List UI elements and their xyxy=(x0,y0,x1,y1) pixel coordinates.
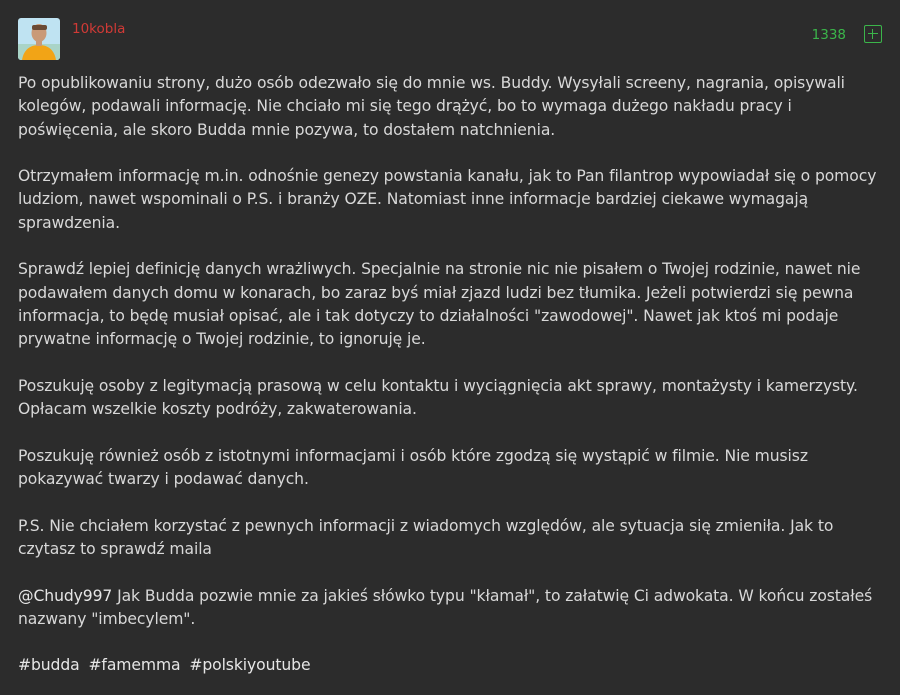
entry-paragraph: Otrzymałem informację m.in. odnośnie genezy powstania kanału, jak to Pan filantrop wypowiadał się o pomocy ludziom, nawet wspominali o P.S. i branży OZE. Natomiast inne informacje bardziej ciekawe wymagają sprawdzenia. xyxy=(18,167,877,232)
entry-paragraph: Po opublikowaniu strony, dużo osób odezwało się do mnie ws. Buddy. Wysyłali screeny, nagrania, opisywali kolegów, podawali informację. Nie chciało mi się tego drążyć, bo to wymaga dużego nakładu pracy i poświęcenia, ale skoro Budda mnie pozywa, to dostałem natchnienia. xyxy=(18,74,845,139)
entry-paragraph: Sprawdź lepiej definicję danych wrażliwych. Specjalnie na stronie nic nie pisałem o Twojej rodzinie, nawet nie podawałem danych domu w konarach, bo zaraz byś miał zjazd ludzi bez tłumika. Jeżeli potwierdzi się pewna informacja, to będę musiał opisać, ale i tak dotyczy to działalności "zawodowej". Nawet jak ktoś mi podaje prywatne informację o Twojej rodzinie, to ignoruję je. xyxy=(18,260,861,349)
entry-paragraph: Poszukuję osoby z legitymacją prasową w celu kontaktu i wyciągnięcia akt sprawy, montażysty i kamerzysty. Opłacam wszelkie koszty podróży, zakwaterowania. xyxy=(18,376,858,419)
entry-body xyxy=(18,72,884,695)
tag-link[interactable]: #budda xyxy=(18,656,80,675)
entry-paragraph: Poszukuję również osób z istotnymi informacjami i osób które zgodzą się wystąpić w filmie. Nie musisz pokazywać twarzy i podawać danych. xyxy=(18,446,808,489)
reply-paragraph xyxy=(18,585,884,632)
tag-list xyxy=(18,654,884,677)
tag-link[interactable]: #polskiyoutube xyxy=(189,656,311,675)
plus-vote-button[interactable] xyxy=(864,25,882,43)
avatar[interactable] xyxy=(18,18,60,60)
user-mention-link[interactable]: @Chudy997 xyxy=(18,586,113,605)
tag-link[interactable]: #famemma xyxy=(88,656,181,675)
reply-text: Jak Budda pozwie mnie za jakieś słówko typu "kłamał", to załatwię Ci adwokata. W końcu zostałeś nazwany "imbecylem". xyxy=(18,586,873,628)
entry-paragraph: P.S. Nie chciałem korzystać z pewnych informacji z wiadomych względów, ale sytuacja się zmieniła. Jak to czytasz to sprawdź maila xyxy=(18,516,834,558)
vote-count: 1338 xyxy=(811,27,846,43)
avatar-photo-icon xyxy=(18,18,60,60)
username-link[interactable]: 10kobla xyxy=(72,21,126,37)
